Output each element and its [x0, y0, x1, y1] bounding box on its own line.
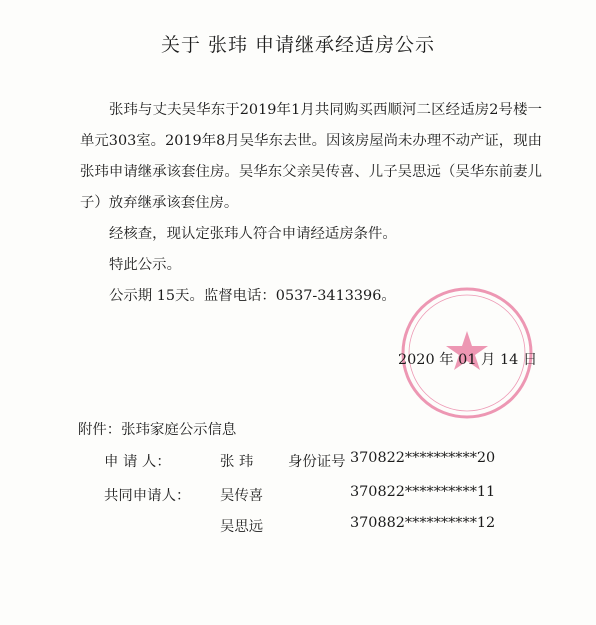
family-name: 吴思远 — [220, 519, 264, 535]
notice-title: 关于 张玮 申请继承经适房公示 — [160, 34, 436, 56]
id-number: 370882**********12 — [350, 515, 496, 531]
family-row — [104, 484, 544, 506]
family-role: 申 请 人： — [104, 454, 171, 470]
family-name: 张 玮 — [220, 454, 254, 470]
family-row — [104, 515, 544, 537]
notice-date: 2020 年 01 月 14 日 — [398, 352, 538, 368]
notice-body — [80, 95, 542, 312]
family-row — [104, 450, 544, 472]
attachment-title: 附件：张玮家庭公示信息 — [78, 422, 237, 438]
paragraph-period: 公示期 15天。监督电话：0537-3413396。 — [109, 288, 396, 304]
id-number: 370822**********11 — [350, 484, 496, 500]
family-role: 共同申请人： — [104, 488, 191, 504]
family-name: 吴传喜 — [220, 488, 264, 504]
id-label: 身份证号 — [288, 454, 346, 470]
id-number: 370822**********20 — [350, 450, 496, 466]
paragraph-verification: 经核查，现认定张玮人符合申请经适房条件。 — [109, 226, 397, 242]
paragraph-hereby: 特此公示。 — [109, 257, 181, 273]
paragraph-main: 张玮与丈夫吴华东于2019年1月共同购买西顺河二区经适房2号楼一单元303室。2019年8月吴华东去世。因该房屋尚未办理不动产证，现由张玮申请继承该套住房。吴华东父亲吴传喜、儿子吴思远（吴华东前妻儿子）放弃继承该套住房。 — [80, 102, 542, 211]
